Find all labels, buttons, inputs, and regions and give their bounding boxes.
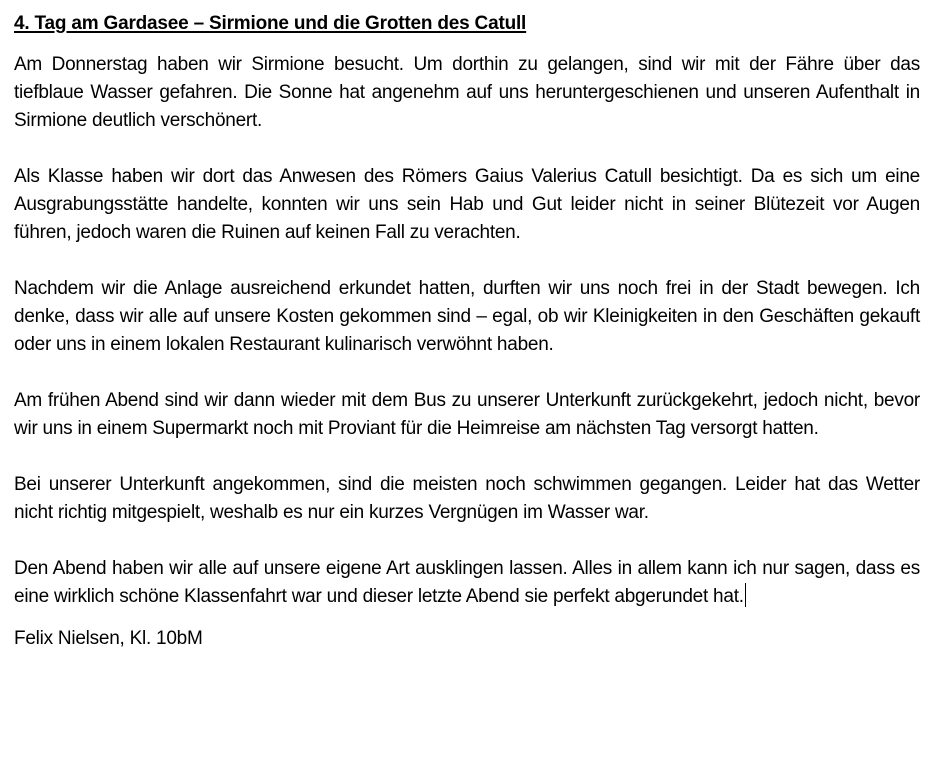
paragraph-evening[interactable] xyxy=(14,555,920,611)
document-body[interactable] xyxy=(14,10,920,653)
paragraph-return-trip: Am frühen Abend sind wir dann wieder mit dem Bus zu unserer Unterkunft zurückgekehrt, jedoch nicht, bevor wir uns in einem Supermarkt noch mit Proviant für die Heimreise am nächsten Tag versorgt hatten. xyxy=(14,390,920,439)
document-title: 4. Tag am Gardasee – Sirmione und die Grotten des Catull xyxy=(14,13,527,34)
paragraph-swimming: Bei unserer Unterkunft angekommen, sind die meisten noch schwimmen gegangen. Leider hat das Wetter nicht richtig mitgespielt, weshalb es nur ein kurzes Vergnügen im Wasser war. xyxy=(14,474,920,523)
paragraph-evening-text: Den Abend haben wir alle auf unsere eigene Art ausklingen lassen. Alles in allem kann ich nur sagen, dass es eine wirklich schöne Klassenfahrt war und dieser letzte Abend sie perfekt abgerundet hat. xyxy=(14,558,920,607)
paragraph-catull-estate: Als Klasse haben wir dort das Anwesen des Römers Gaius Valerius Catull besichtigt. Da es sich um eine Ausgrabungsstätte handelte, konnten wir uns sein Hab und Gut leider nicht in seiner Blütezeit vor Augen führen, jedoch waren die Ruinen auf keinen Fall zu verachten. xyxy=(14,166,920,243)
paragraph-free-time: Nachdem wir die Anlage ausreichend erkundet hatten, durften wir uns noch frei in der Stadt bewegen. Ich denke, dass wir alle auf unsere Kosten gekommen sind – egal, ob wir Kleinigkeiten in den Geschäften gekauft oder uns in einem lokalen Restaurant kulinarisch verwöhnt haben. xyxy=(14,278,920,355)
text-cursor xyxy=(745,583,747,607)
paragraph-sirmione-visit: Am Donnerstag haben wir Sirmione besucht. Um dorthin zu gelangen, sind wir mit der Fähre über das tiefblaue Wasser gefahren. Die Sonne hat angenehm auf uns heruntergeschienen und unseren Aufenthalt in Sirmione deutlich verschönert. xyxy=(14,54,920,131)
author-signature: Felix Nielsen, Kl. 10bM xyxy=(14,628,203,649)
